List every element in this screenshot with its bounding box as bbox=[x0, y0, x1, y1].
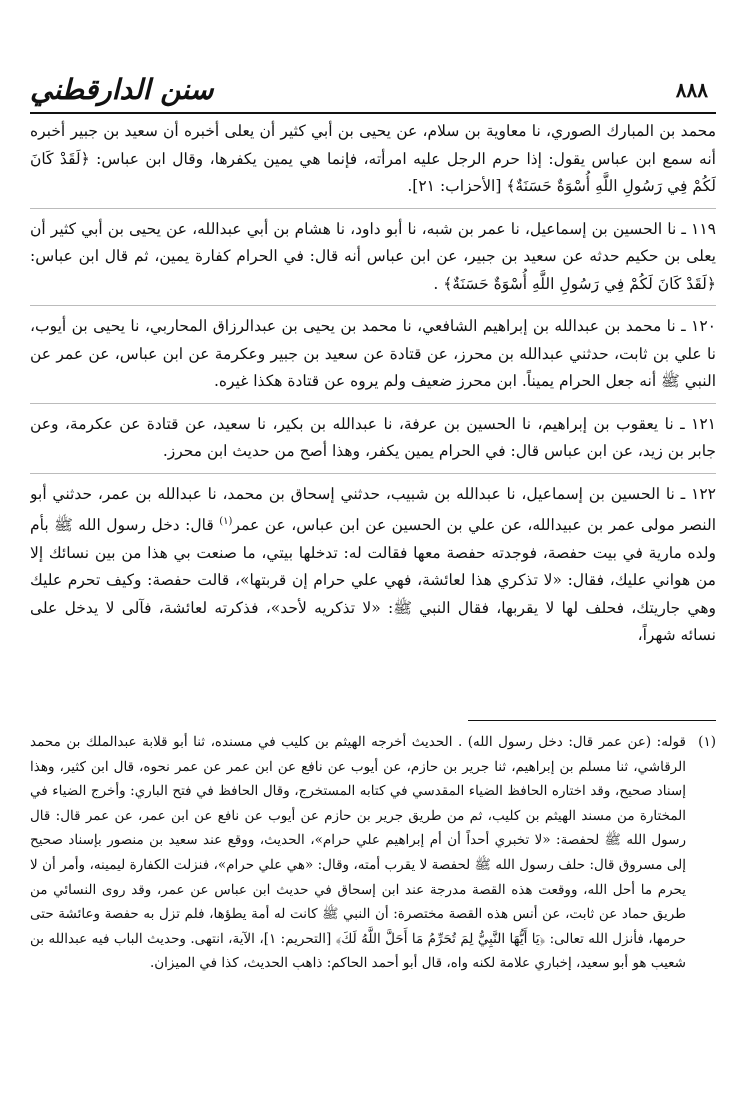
footnote bbox=[30, 730, 716, 1100]
paragraph-divider bbox=[30, 208, 716, 209]
footnote-number: (١) bbox=[698, 734, 716, 750]
footnote-marker[interactable]: (١) bbox=[219, 516, 233, 527]
paragraph-121: ١٢١ ـ نا يعقوب بن إبراهيم، نا الحسين بن عرفة، نا عبدالله بن بكير، نا سعيد، عن قتادة عن عكرمة، وعن جابر بن زيد، عن ابن عباس قال: في الحرام يمين يكفر، وهذا أصح من حديث ابن محرز. bbox=[30, 414, 716, 460]
footnote-text: قوله: (عن عمر قال: دخل رسول الله) . الحديث أخرجه الهيثم بن كليب في مسنده، ثنا أبو قلابة عبدالملك بن محمد الرقاشي، ثنا مسلم بن إبراهيم، ثنا جرير بن حازم، عن أيوب عن نافع عن ابن عمر عن عمر نحوه، قال ابن كثير، وهذا إسناد صحيح، وقد اختاره الحافظ الضياء المقدسي في كتابه المستخرج، وقال الحافظ في فتح الباري: وأخرج الضياء في المختارة من مسند الهيثم بن كليب، ثم من طريق جرير بن حازم عن أيوب عن نافع عن ابن عمر، عن عمر قال: قال رسول الله ﷺ لحفصة: «لا تخبري أحداً أن أم إبراهيم علي حرام»، الحديث، ووقع عند سعيد بن منصور بإسناد صحيح إلى مسروق قال: حلف رسول الله ﷺ لحفصة لا يقرب أمته، وقال: «هي علي حرام»، فنزلت الكفارة ليمينه، وأمر أن لا يحرم ما أحل الله، ووقعت هذه القصة مدرجة عند ابن إسحاق في حديث ابن عباس عن عمر، وقد روى النسائي من طريق حماد عن ثابت، عن أنس هذه القصة مختصرة: أن النبي ﷺ كانت له أمة يطؤها، فلم تزل به حفصة وعائشة حتى حرمها، فأنزل الله تعالى: ﴿يَا أَيُّهَا النَّبِيُّ لِمَ تُحَرِّمُ مَا أَحَلَّ اللَّهُ لَكَ﴾ [التحريم: ١]، الآية، انتهى. وحديث الباب فيه عبدالله بن شعيب هو أبو سعيد، إخباري علامة لكنه واه، قال أبو أحمد الحاكم: ذاهب الحديث، كذا في الميزان. bbox=[30, 734, 686, 972]
paragraph-120: ١٢٠ ـ نا محمد بن عبدالله بن إبراهيم الشافعي، نا محمد بن يحيى بن عبدالرزاق المحاربي، نا يحيى بن أيوب، نا علي بن ثابت، حدثني عبدالله بن محرز، عن قتادة عن سعيد بن جبير وعكرمة عن ابن عباس، عن عمر عن النبي ﷺ أنه جعل الحرام يميناً. ابن محرز ضعيف ولم يروه عن قتادة هكذا غيره. bbox=[30, 317, 716, 390]
paragraph-divider bbox=[30, 473, 716, 474]
page-number: ٨٨٨ bbox=[675, 78, 708, 102]
header-rule bbox=[30, 112, 716, 114]
paragraph-119: ١١٩ ـ نا الحسين بن إسماعيل، نا عمر بن شبه، نا أبو داود، نا هشام بن أبي عبدالله، عن يحيى بن أبي كثير أن يعلى بن حكيم حدثه عن سعيد بن جبير، عن ابن عباس أنه قال: في الحرام كفارة يمين، ثم قال ابن عباس: ﴿لَقَدْ كَانَ لَكُمْ فِي رَسُولِ اللَّهِ أُسْوَةٌ حَسَنَةٌ﴾ . bbox=[30, 219, 716, 293]
paragraph-divider bbox=[30, 403, 716, 404]
paragraph: محمد بن المبارك الصوري، نا معاوية بن سلام، عن يحيى بن أبي كثير أن يعلى أخبره أن سعيد بن جبير أخبره أنه سمع ابن عباس يقول: إذا حرم الرجل عليه امرأته، فإنما هي يمين يكفرها، وقال ابن عباس: ﴿لَقَدْ كَانَ لَكُمْ فِي رَسُولِ اللَّهِ أُسْوَةٌ حَسَنَةٌ﴾ [الأحزاب: ٢١]. bbox=[30, 122, 716, 195]
book-title: سنن الدارقطني bbox=[30, 73, 214, 106]
footnote-rule bbox=[468, 720, 716, 721]
paragraph-122-start: ١٢٢ ـ نا الحسين بن إسماعيل، نا عبدالله بن شبيب، حدثني إسحاق بن محمد، نا عبدالله بن عمر، حدثني أبو النصر مولى عمر بن عبيدالله، عن علي بن الحسين عن ابن عباس، عن عمر bbox=[30, 484, 716, 535]
main-text bbox=[30, 118, 716, 673]
page-header bbox=[30, 70, 716, 110]
paragraph-122 bbox=[30, 481, 716, 650]
paragraph-divider bbox=[30, 305, 716, 306]
paragraph-122-rest: قال: دخل رسول الله ﷺ بأم ولده مارية في بيت حفصة، فوجدته حفصة معها فقالت له: تدخلها بيتي، ما صنعت بي هذا من بين نسائك إلا من هواني عليك، فقال: «لا تذكري هذا لعائشة، فهي علي حرام إن قربتها»، قالت حفصة: وكيف تحرم عليك وهي جاريتك، فحلف لها لا يقربها، فقال النبي ﷺ: «لا تذكريه لأحد»، فذكرته لعائشة، فآلى لا يدخل على نسائه شهراً، bbox=[30, 516, 716, 645]
